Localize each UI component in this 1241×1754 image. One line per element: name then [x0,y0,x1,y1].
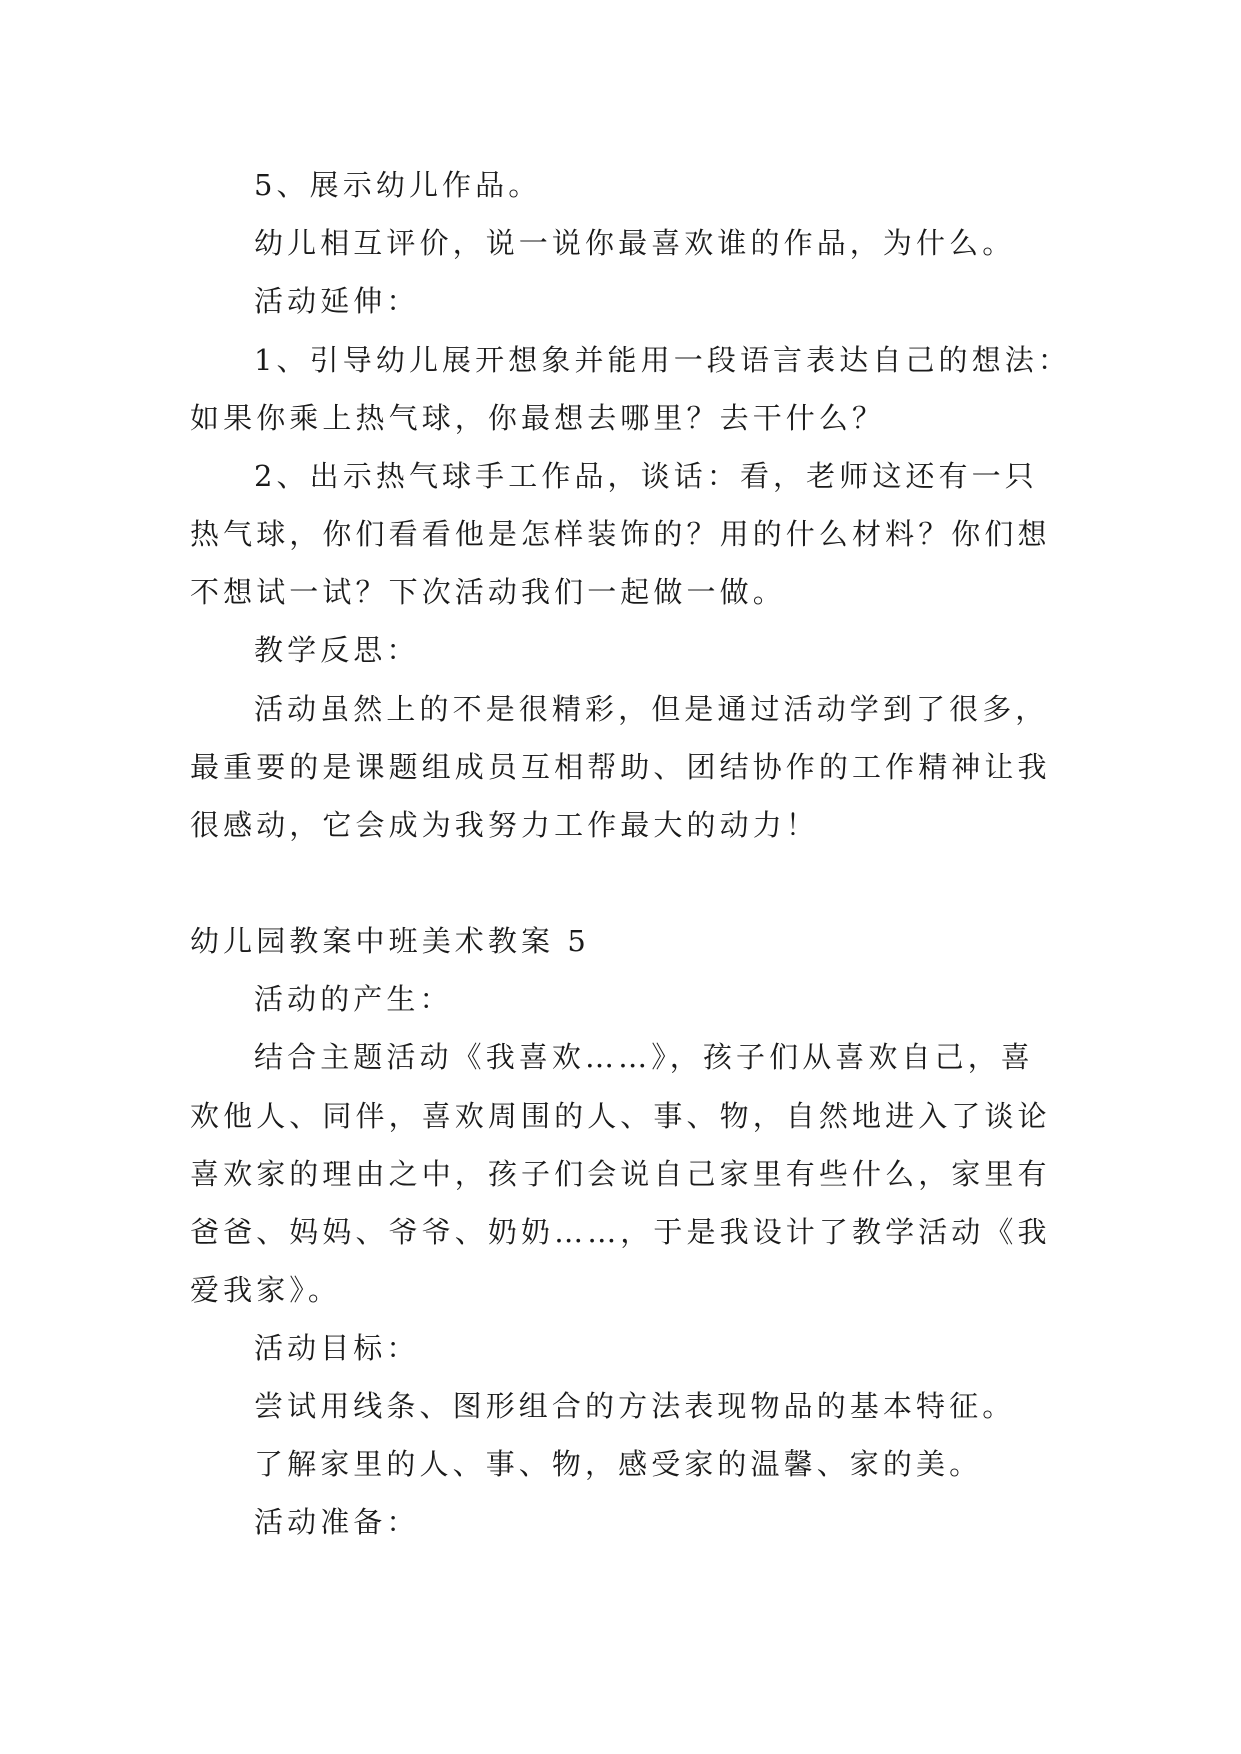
extension-item-2-line-2: 热气球，你们看看他是怎样装饰的？用的什么材料？你们想 [190,517,1051,551]
extension-item-2-line-3: 不想试一试？下次活动我们一起做一做。 [190,575,786,609]
reflection-line-2: 最重要的是课题组成员互相帮助、团结协作的工作精神让我 [190,750,1051,784]
section-title: 幼儿园教案中班美术教案 5 [190,924,590,958]
origin-heading: 活动的产生： [254,982,453,1016]
origin-line-5: 爱我家》。 [190,1273,342,1307]
extension-item-1-line-1: 1、引导幼儿展开想象并能用一段语言表达自己的想法： [254,343,1071,377]
goals-heading: 活动目标： [254,1331,420,1365]
reflection-line-1: 活动虽然上的不是很精彩，但是通过活动学到了很多， [254,692,1049,726]
origin-line-4: 爸爸、妈妈、爷爷、奶奶……，于是我设计了教学活动《我 [190,1215,1051,1249]
preparation-heading: 活动准备： [254,1505,420,1539]
origin-line-2: 欢他人、同伴，喜欢周围的人、事、物，自然地进入了谈论 [190,1099,1051,1133]
goal-2: 了解家里的人、事、物，感受家的温馨、家的美。 [254,1447,983,1481]
reflection-heading: 教学反思： [254,633,420,667]
step5-text: 5、展示幼儿作品。 [254,168,542,202]
extension-item-2-line-1: 2、出示热气球手工作品，谈话：看，老师这还有一只 [254,459,1038,493]
extension-item-1-line-2: 如果你乘上热气球，你最想去哪里？去干什么？ [190,401,886,435]
reflection-line-3: 很感动，它会成为我努力工作最大的动力！ [190,808,819,842]
goal-1: 尝试用线条、图形组合的方法表现物品的基本特征。 [254,1389,1016,1423]
origin-line-1: 结合主题活动《我喜欢……》，孩子们从喜欢自己，喜 [254,1040,1034,1074]
evaluate-text: 幼儿相互评价，说一说你最喜欢谁的作品，为什么。 [254,226,1016,260]
extension-heading: 活动延伸： [254,284,420,318]
origin-line-3: 喜欢家的理由之中，孩子们会说自己家里有些什么，家里有 [190,1157,1051,1191]
